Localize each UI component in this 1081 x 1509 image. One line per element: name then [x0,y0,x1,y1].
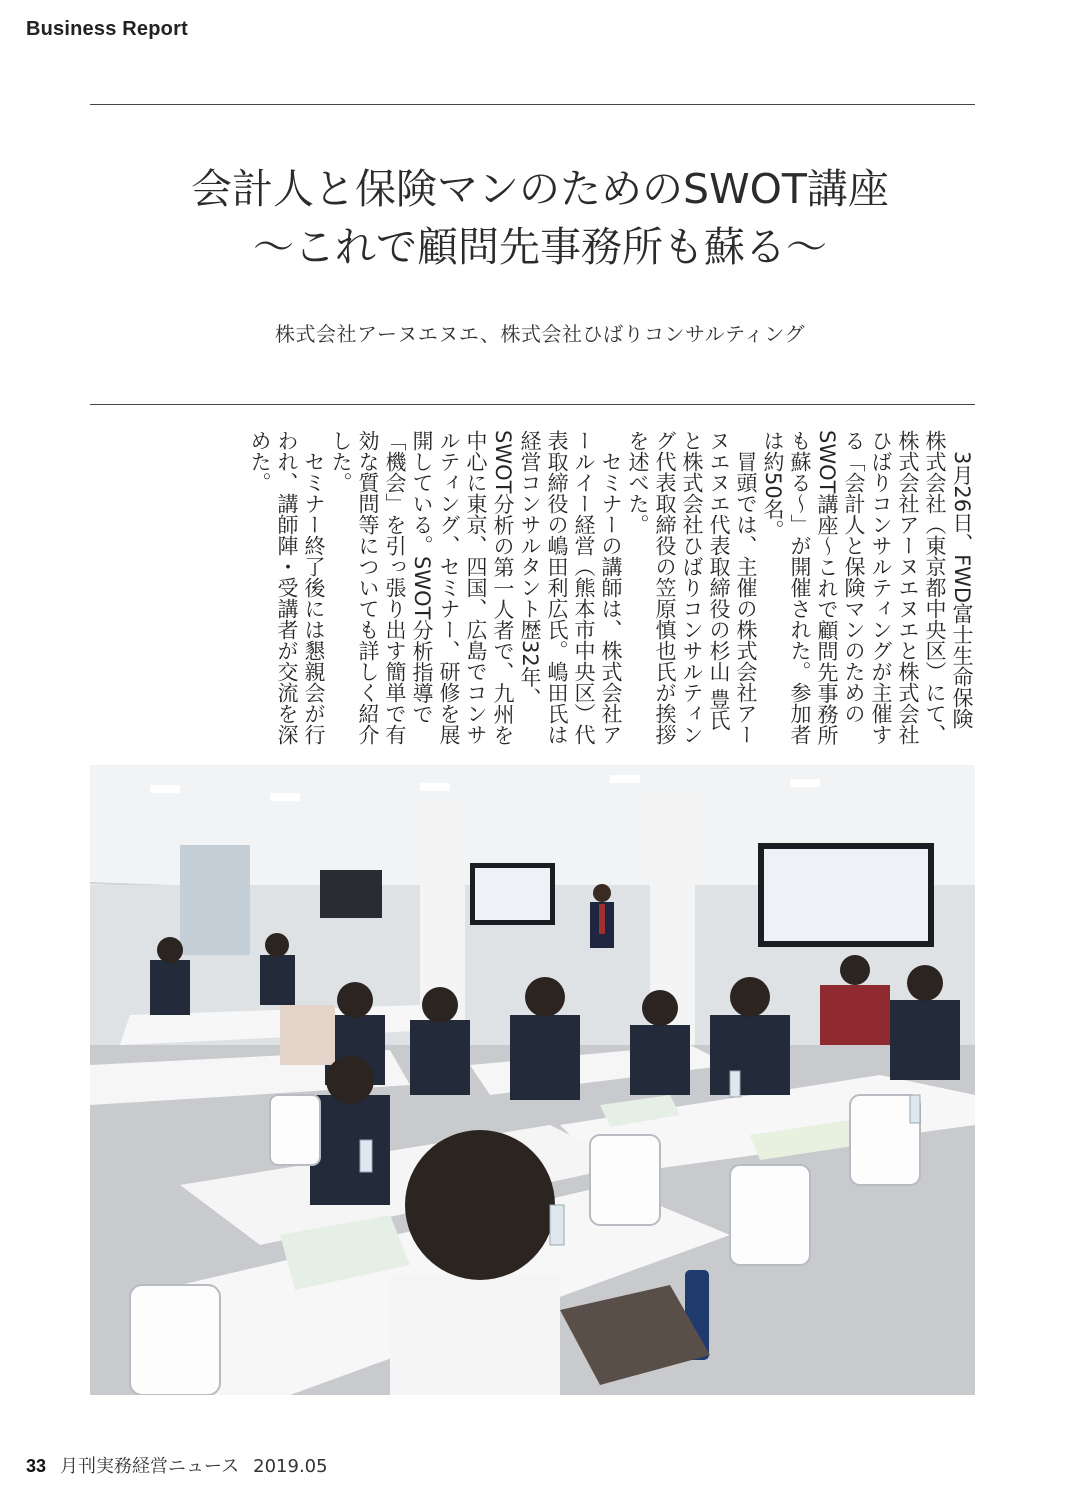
seminar-photo-illustration [90,765,975,1395]
page-footer [26,1452,328,1478]
title-line-1: 会計人と保険マンのためのSWOT講座 [191,165,889,213]
seminar-photo [90,765,975,1395]
section-label: Business Report [26,18,188,40]
article-body [246,430,975,750]
paragraph-1: 3月26日、FWD富士生命保険株式会社（東京都中央区）にて、株式会社アーヌエヌエと株式会社ひばりコンサルティングが主催する「会計人と保険マンのためのSWOT講座〜これで顧問先事務所も蘇る〜」が開催された。参加者は約50名。 [761,430,974,746]
paragraph-3: セミナーの講師は、株式会社アールイー経営（熊本市中央区）代表取締役の嶋田利広氏。嶋田氏は経営コンサルタント歴32年、SWOT分析の第一人者で、九州を中心に東京、四国、広島でコンサルティング、セミナー、研修を展開している。SWOT分析指導で「機会」を引っ張り出す簡単で有効な質問等についても詳しく紹介した。 [329,430,623,746]
byline: 株式会社アーヌエヌエ、株式会社ひばりコンサルティング [275,322,805,346]
paragraph-4: セミナー終了後には懇親会が行われ、講師陣・受講者が交流を深めた。 [248,430,326,745]
middle-divider [90,404,975,405]
issue-date: 2019.05 [253,1456,328,1477]
publication-name: 月刊実務経営ニュース [60,1456,240,1477]
article-body-container [218,430,975,750]
page-number: 33 [26,1456,47,1476]
title-line-2: 〜これで顧問先事務所も蘇る〜 [253,223,827,271]
top-divider [90,104,975,105]
article-title [90,160,990,276]
paragraph-2: 冒頭では、主催の株式会社アーヌエヌエ代表取締役の杉山 豊氏と株式会社ひばりコンサルティング代表取締役の笠原慎也氏が挨拶を述べた。 [626,430,758,745]
